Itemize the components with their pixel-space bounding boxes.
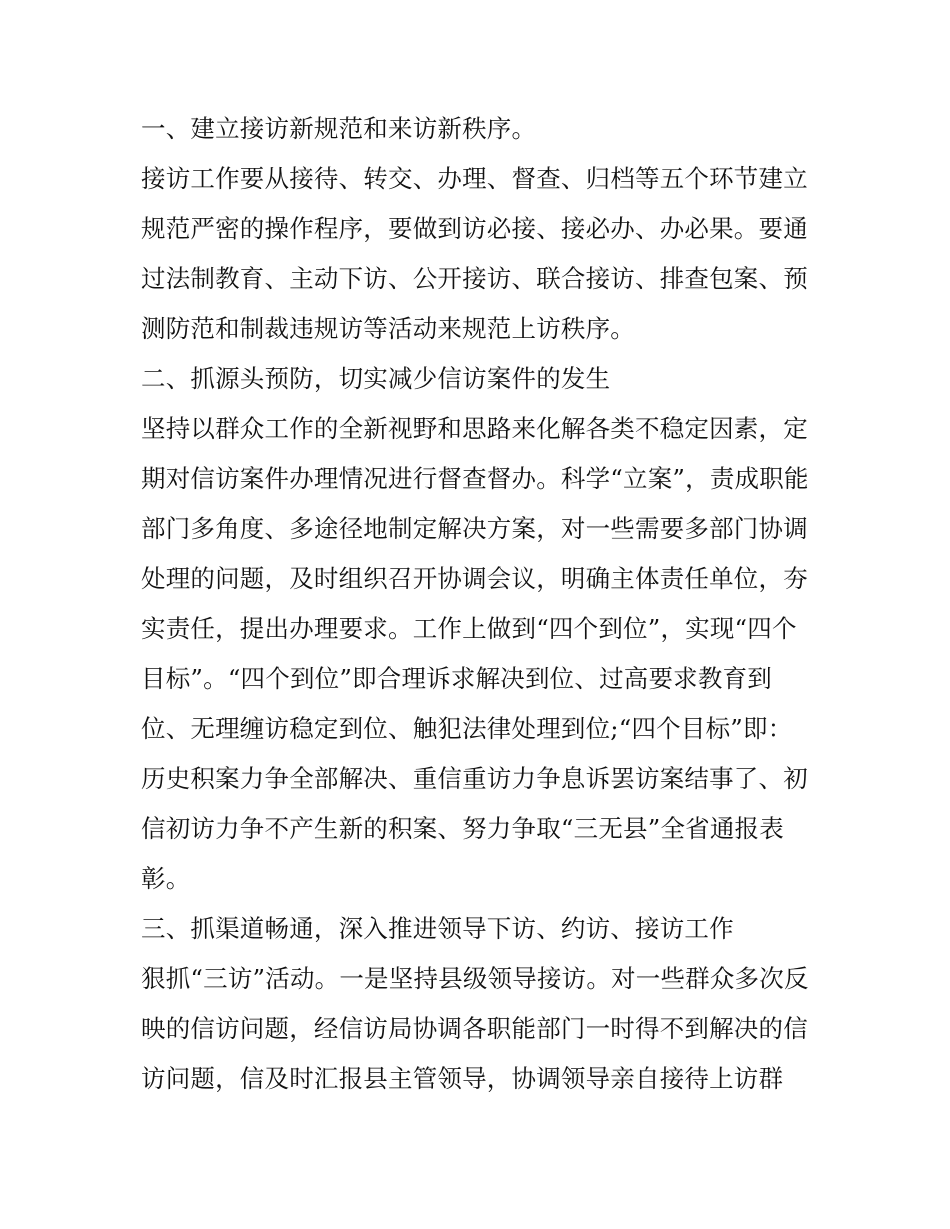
paragraph-line: 位、无理缠访稳定到位、触犯法律处理到位;“四个目标”即： [141, 714, 793, 743]
paragraph-line: 过法制教育、主动下访、公开接访、联合接访、排查包案、预 [141, 264, 808, 293]
paragraph-line: 部门多角度、多途径地制定解决方案，对一些需要多部门协调 [141, 514, 808, 543]
paragraph-line: 狠抓“三访”活动。一是坚持县级领导接访。对一些群众多次反 [141, 964, 809, 993]
paragraph-line: 坚持以群众工作的全新视野和思路来化解各类不稳定因素，定 [141, 414, 808, 443]
section-heading-2: 二、抓源头预防，切实减少信访案件的发生 [141, 364, 611, 393]
paragraph-line: 访问题，信及时汇报县主管领导，协调领导亲自接待上访群 [141, 1064, 784, 1093]
paragraph-line: 实责任，提出办理要求。工作上做到“四个到位”，实现“四个 [141, 614, 797, 643]
paragraph-line: 期对信访案件办理情况进行督查督办。科学“立案”，责成职能 [141, 464, 809, 493]
paragraph-line: 接访工作要从接待、转交、办理、督查、归档等五个环节建立 [141, 164, 808, 193]
paragraph-line: 规范严密的操作程序，要做到访必接、接必办、办必果。要通 [141, 214, 808, 243]
paragraph-line: 测防范和制裁违规访等活动来规范上访秩序。 [141, 314, 635, 343]
paragraph-line: 信初访力争不产生新的积案、努力争取“三无县”全省通报表 [141, 814, 784, 843]
paragraph-line: 映的信访问题，经信访局协调各职能部门一时得不到解决的信 [141, 1014, 808, 1043]
section-heading-3: 三、抓渠道畅通，深入推进领导下访、约访、接访工作 [141, 914, 734, 943]
section-heading-1: 一、建立接访新规范和来访新秩序。 [141, 114, 537, 143]
paragraph-line: 历史积案力争全部解决、重信重访力争息诉罢访案结事了、初 [141, 764, 808, 793]
paragraph-line: 目标”。“四个到位”即合理诉求解决到位、过高要求教育到 [141, 664, 772, 693]
paragraph-line: 处理的问题，及时组织召开协调会议，明确主体责任单位，夯 [141, 564, 808, 593]
paragraph-line: 彰。 [141, 864, 191, 893]
